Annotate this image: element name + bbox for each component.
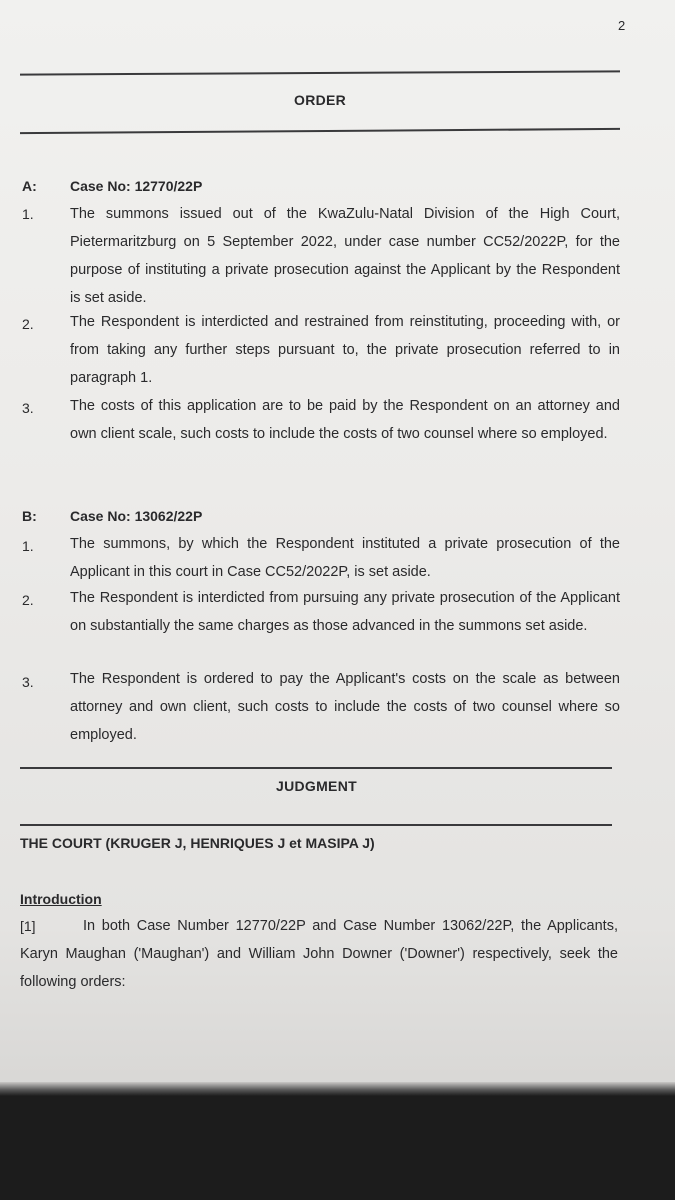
section-b-case-number: Case No: 13062/22P bbox=[70, 508, 203, 524]
section-b-item-2-text: The Respondent is interdicted from pursuing any private prosecution of the Applicant on substantially the same charges as those advanced in the summons set aside. bbox=[70, 590, 620, 634]
judgment-top-rule bbox=[20, 767, 612, 769]
section-b-item-1-number: 1. bbox=[22, 538, 34, 554]
judgment-heading: JUDGMENT bbox=[276, 778, 357, 794]
section-b-item-1-text: The summons, by which the Respondent instituted a private prosecution of the Applicant in this court in Case CC52/2022P, is set aside. bbox=[70, 536, 620, 580]
section-b-label: B: bbox=[22, 508, 37, 524]
section-a-item-3-text: The costs of this application are to be paid by the Respondent on an attorney and own client scale, such costs to include the costs of two counsel where so employed. bbox=[70, 398, 620, 442]
court-coram-line: THE COURT (KRUGER J, HENRIQUES J et MASIPA J) bbox=[20, 835, 375, 851]
section-a-label: A: bbox=[22, 178, 37, 194]
section-a-item-3-number: 3. bbox=[22, 400, 34, 416]
section-b-item-3-number: 3. bbox=[22, 674, 34, 690]
introduction-heading: Introduction bbox=[20, 891, 102, 907]
section-a-item-1-text: The summons issued out of the KwaZulu-Natal Division of the High Court, Pietermaritzburg on 5 September 2022, under case number CC52/2022P, for the purpose of instituting a private prosecution against the Applicant by the Respondent is set aside. bbox=[70, 206, 620, 306]
section-b-item-3-text: The Respondent is ordered to pay the Applicant's costs on the scale as between attorney and own client, such costs to include the costs of two counsel where so employed. bbox=[70, 671, 620, 743]
page-edge-shadow bbox=[0, 1082, 675, 1096]
introduction-paragraph: In both Case Number 12770/22P and Case Number 13062/22P, the Applicants, Karyn Maughan ('Maughan') and William John Downer ('Downer') respectively, seek the following orders: bbox=[20, 918, 618, 990]
page-number: 2 bbox=[618, 18, 626, 33]
section-a-item-2-text: The Respondent is interdicted and restrained from reinstituting, proceeding with, or from taking any further steps pursuant to, the private prosecution referred to in paragraph 1. bbox=[70, 314, 620, 386]
paragraph-number: [1] bbox=[20, 918, 36, 934]
section-a-item-1-number: 1. bbox=[22, 206, 34, 222]
order-heading: ORDER bbox=[294, 92, 347, 108]
section-b-item-2-number: 2. bbox=[22, 592, 34, 608]
section-a-item-2-number: 2. bbox=[22, 316, 34, 332]
section-a-case-number: Case No: 12770/22P bbox=[70, 178, 203, 194]
judgment-bottom-rule bbox=[20, 824, 612, 826]
